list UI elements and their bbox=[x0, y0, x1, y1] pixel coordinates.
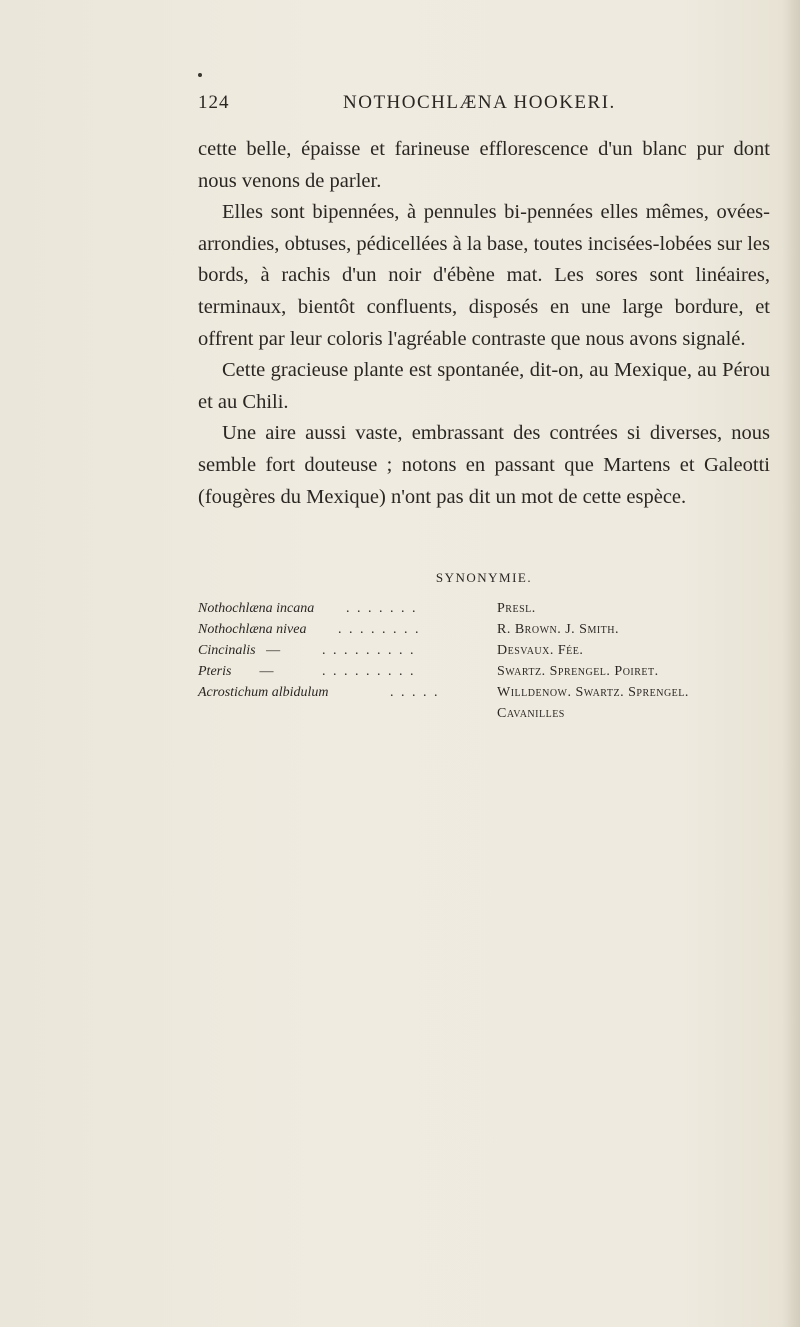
dot-leader: . . . . . . . . . bbox=[322, 643, 416, 658]
body-text bbox=[198, 134, 770, 513]
paragraph-2: Elles sont bipennées, à pennules bi-pennées elles mêmes, ovées-arrondies, obtuses, pédicellées à la base, toutes incisées-lobées sur les bords, à rachis d'un noir d'ébène mat. Les sores sont linéaires, terminaux, bientôt confluents, disposés en une large bordure, et offrent par leur coloris l'agréable contraste que nous avons signalé. bbox=[198, 201, 770, 350]
synonym-name: Pteris — bbox=[198, 664, 274, 679]
paragraph-3: Cette gracieuse plante est spontanée, dit-on, au Mexique, au Pérou et au Chili. bbox=[198, 359, 770, 413]
synonym-authority: Presl. bbox=[497, 601, 536, 616]
synonym-name: Acrostichum albidulum bbox=[198, 685, 329, 700]
ink-speck bbox=[198, 73, 202, 77]
synonymy-row bbox=[198, 640, 778, 661]
synonymy-row bbox=[198, 661, 778, 682]
dot-leader: . . . . . . . . . bbox=[322, 664, 416, 679]
synonym-authority: Cavanilles bbox=[497, 706, 565, 721]
synonym-authority: Willdenow. Swartz. Sprengel. bbox=[497, 685, 689, 700]
synonymy-row bbox=[198, 703, 778, 724]
page-number: 124 bbox=[198, 92, 230, 113]
synonym-name: Cincinalis — bbox=[198, 643, 281, 658]
synonymy-row bbox=[198, 619, 778, 640]
synonym-name: Nothochlæna nivea bbox=[198, 622, 307, 637]
synonymy-row bbox=[198, 682, 778, 703]
dot-leader: . . . . . . . . bbox=[338, 622, 421, 637]
paragraph-4: Une aire aussi vaste, embrassant des contrées si diverses, nous semble fort douteuse ; notons en passant que Martens et Galeotti (fougères du Mexique) n'ont pas dit un mot de cette espèce. bbox=[198, 422, 770, 508]
dot-leader: . . . . . . . bbox=[346, 601, 418, 616]
dot-leader: . . . . . bbox=[390, 685, 440, 700]
synonym-authority: R. Brown. J. Smith. bbox=[497, 622, 620, 637]
page-edge-shadow bbox=[782, 0, 800, 1327]
running-title: NOTHOCHLÆNA HOOKERI. bbox=[343, 92, 616, 113]
synonym-authority: Desvaux. Fée. bbox=[497, 643, 584, 658]
synonymy-list bbox=[198, 598, 778, 724]
page-header bbox=[198, 92, 758, 118]
paragraph-1: cette belle, épaisse et farineuse efflorescence d'un blanc pur dont nous venons de parler. bbox=[198, 138, 770, 192]
synonym-name: Nothochlæna incana bbox=[198, 601, 315, 616]
synonymy-row bbox=[198, 598, 778, 619]
synonym-authority: Swartz. Sprengel. Poiret. bbox=[497, 664, 659, 679]
synonymy-heading: SYNONYMIE. bbox=[435, 570, 533, 585]
